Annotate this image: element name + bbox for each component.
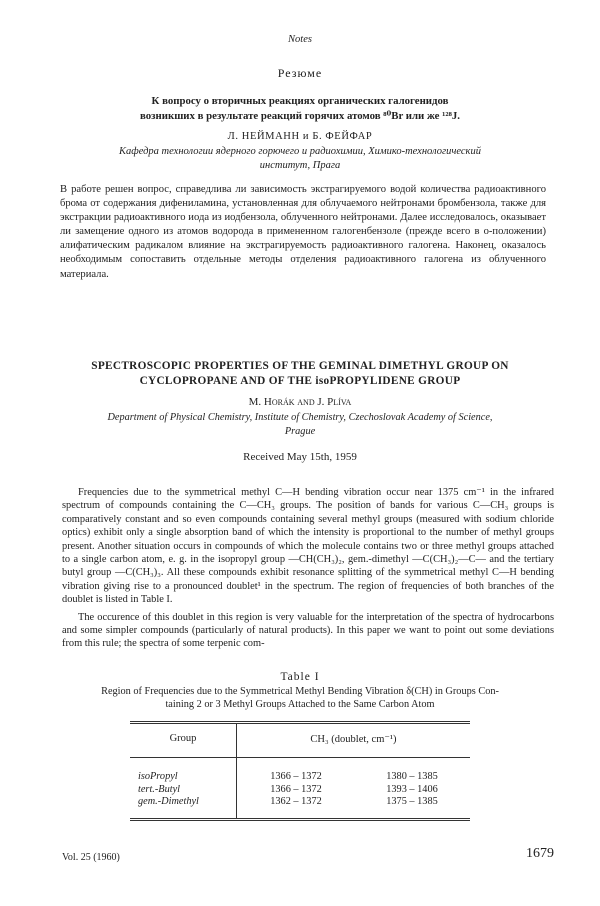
article-affiliation-line2: Prague — [284, 426, 316, 437]
article-affiliation-line1: Department of Physical Chemistry, Institute of Chemistry, Czechoslovak Academy of Science, — [107, 412, 493, 423]
article-body — [62, 486, 554, 651]
table-caption-line1: Region of Frequencies due to the Symmetrical Methyl Bending Vibration δ(CH) in Groups Con- — [101, 686, 499, 697]
table-top-rule — [130, 721, 470, 722]
table-cell-high: 1375 – 1385 — [386, 796, 438, 807]
table-bottom-rule-2 — [130, 820, 470, 821]
table-cell-low: 1366 – 1372 — [270, 771, 322, 782]
footer-volume: Vol. 25 (1960) — [62, 852, 120, 863]
table-cell-group: gem.-Dimethyl — [138, 796, 199, 807]
table-cell-low: 1366 – 1372 — [270, 783, 322, 795]
table-header-rule — [130, 757, 470, 758]
article-received: Received May 15th, 1959 — [243, 451, 357, 463]
page-number: 1679 — [526, 846, 554, 861]
table-bottom-rule — [130, 818, 470, 819]
resume-title-line2: возникших в результате реакций горячих атомов ⁸⁰Br или же ¹²⁸J. — [140, 110, 460, 122]
table-cell-high: 1393 – 1406 — [386, 783, 438, 795]
table-cell-group: tert.-Butyl — [138, 783, 181, 795]
resume-title-line1: К вопросу о вторичных реакциях органических галогенидов — [151, 95, 449, 107]
resume-body: В работе решен вопрос, справедлива ли зависимость экстрагируемого водой количества радиоактивного брома от содержания дифениламина, установленная для облучаемого нейтронами бромбензола, также для экстракции радиоактивного иода из иодбензола, облученного нейтронами. Далее исследовалось, оказывает ли замещение одного из атомов водорода в примененном галогенбензоле (прежде всего в o-положении) алифатическим радикалом влияние на экстрагируемость радиоактивного галогена. Наконец, оказалось необходимым сопоставить отдельные методы отделения радиоактивного галогена из облученного материала. — [60, 184, 546, 280]
resume-heading: Резюме — [277, 66, 323, 80]
table-top-rule-2 — [130, 723, 470, 724]
table-cell-high: 1380 – 1385 — [386, 771, 438, 782]
table-low-column — [246, 771, 346, 809]
resume-affiliation-line2: институт, Прага — [259, 160, 341, 171]
resume-affiliation-line1: Кафедра технологии ядерного горючего и радиохимии, Химико-технологический — [119, 146, 481, 157]
resume-authors: Л. НЕЙМАНН и Б. ФЕЙФАР — [227, 131, 373, 142]
article-paragraph-1: Frequencies due to the symmetrical methyl C—H bending vibration occur near 1375 cm⁻¹ in the infrared spectrum of compounds containing the C—CH₃ groups. The position of bands for various C—CH₃ groups is comparatively constant and so even compounds containing several methyl groups (measured with sodium chloride optics) exhibit only a single absorption band of which the intensity is proportional to the number of methyl groups present. Another situation occurs in compounds of which the molecule contains two or three methyl groups attached to a single carbon atom, e. g. in the isopropyl group —CH(CH₃)₂, gem.-dimethyl —C(CH₃)₂—C— and the tertiary butyl group —C(CH₃)₃. All these compounds exhibit resonance splitting of the symmetrical methyl C—H bending vibration giving rise to a pronounced doublet¹ in the spectrum. The region of frequencies of both branches of the doublet is listed in Table I. — [62, 487, 554, 606]
article-title-line2: CYCLOPROPANE AND OF THE isoPROPYLIDENE GROUP — [139, 375, 461, 387]
article-paragraph-2: The occurence of this doublet in this region is very valuable for the interpretation of the spectra of hydrocarbons and some simpler compounds (particularly of natural products). In this paper we want to point out some deviations from this rule; the spectra of some terpenic com- — [62, 611, 554, 650]
table-header-group: Group — [169, 733, 197, 744]
table-caption-line2: taining 2 or 3 Methyl Groups Attached to the Same Carbon Atom — [165, 699, 435, 710]
table-cell-group: isoPropyl — [138, 771, 178, 782]
table-label: Table I — [280, 671, 320, 683]
table-high-column — [362, 771, 462, 809]
article-title-line1: SPECTROSCOPIC PROPERTIES OF THE GEMINAL DIMETHYL GROUP ON — [91, 360, 509, 372]
table-cell-low: 1362 – 1372 — [270, 796, 322, 807]
article-authors: M. Horák and J. Plíva — [248, 396, 352, 408]
table-header-ch3: CH₃ (doublet, cm⁻¹) — [310, 734, 397, 745]
running-header: Notes — [288, 34, 312, 45]
table-group-column — [138, 771, 199, 809]
